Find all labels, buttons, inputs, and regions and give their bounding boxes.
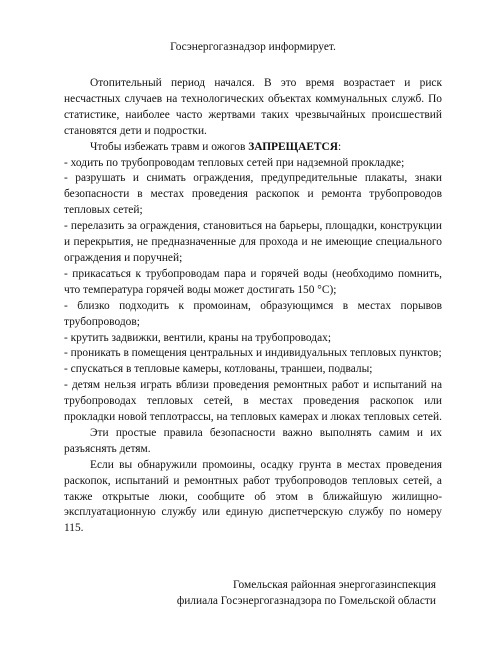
list-item: - перелазить за ограждения, становиться на барьеры, площадки, конструкции и перекрытия, не предназначенные для прохода и не имеющие специального ограждения и поручней; [64, 220, 442, 264]
list-item: - ходить по трубопроводам тепловых сетей при надземной прокладке; [64, 156, 405, 169]
signature-line-2: филиала Госэнергогазнадзора по Гомельской области [176, 595, 436, 608]
list-item: - спускаться в тепловые камеры, котлованы, траншеи, подвалы; [64, 363, 373, 376]
list-item: - прикасаться к трубопроводам пара и горячей воды (необходимо помнить, что температура горячей воды может достигать 150 °С); [64, 267, 442, 296]
list-item: - разрушать и снимать ограждения, предупредительные плакаты, знаки безопасности в местах проведения раскопок и ремонта трубопроводов тепловых сетей; [64, 172, 442, 217]
signature-line-1: Гомельская районная энергогазинспекция [232, 579, 436, 592]
list-item: - проникать в помещения центральных и индивидуальных тепловых пунктов; [64, 347, 442, 360]
warning-paragraph [64, 140, 442, 156]
list-item: - близко подходить к промоинам, образующимся в местах порывов трубопроводов; [64, 299, 442, 328]
report-paragraph: Если вы обнаружили промоины, осадку грунта в местах проведения раскопок, испытаний и ремонтных работ трубопроводов тепловых сетей, а также открытые люки, сообщите об этом в ближайшую жилищно-эксплуатационную службу или единую диспетчерскую службу по номеру 115. [64, 458, 442, 535]
document-body [64, 76, 442, 537]
intro-paragraph: Отопительный период начался. В это время возрастает и риск несчастных случаев на технологических объектах коммунальных служб. По статистике, наиболее часто жертвами таких чрезвычайных происшествий становятся дети и подростки. [64, 77, 442, 137]
list-item: - детям нельзя играть вблизи проведения ремонтных работ и испытаний на трубопроводах тепловых сетей, в местах проведения раскопок или прокладки новой теплотрассы, на тепловых камерах и люках тепловых сетей. [64, 379, 442, 424]
rules-paragraph: Эти простые правила безопасности важно выполнять самим и их разъяснять детям. [64, 426, 442, 455]
list-item: - крутить задвижки, вентили, краны на трубопроводах; [64, 331, 331, 344]
warning-colon: : [338, 140, 342, 153]
warning-forbidden: ЗАПРЕЩАЕТСЯ [248, 140, 338, 153]
signature-block [64, 577, 442, 609]
prohibition-list [64, 156, 442, 426]
document-title: Госэнергогазнадзор информирует. [170, 41, 336, 53]
warning-lead: Чтобы избежать травм и ожогов [90, 140, 249, 153]
